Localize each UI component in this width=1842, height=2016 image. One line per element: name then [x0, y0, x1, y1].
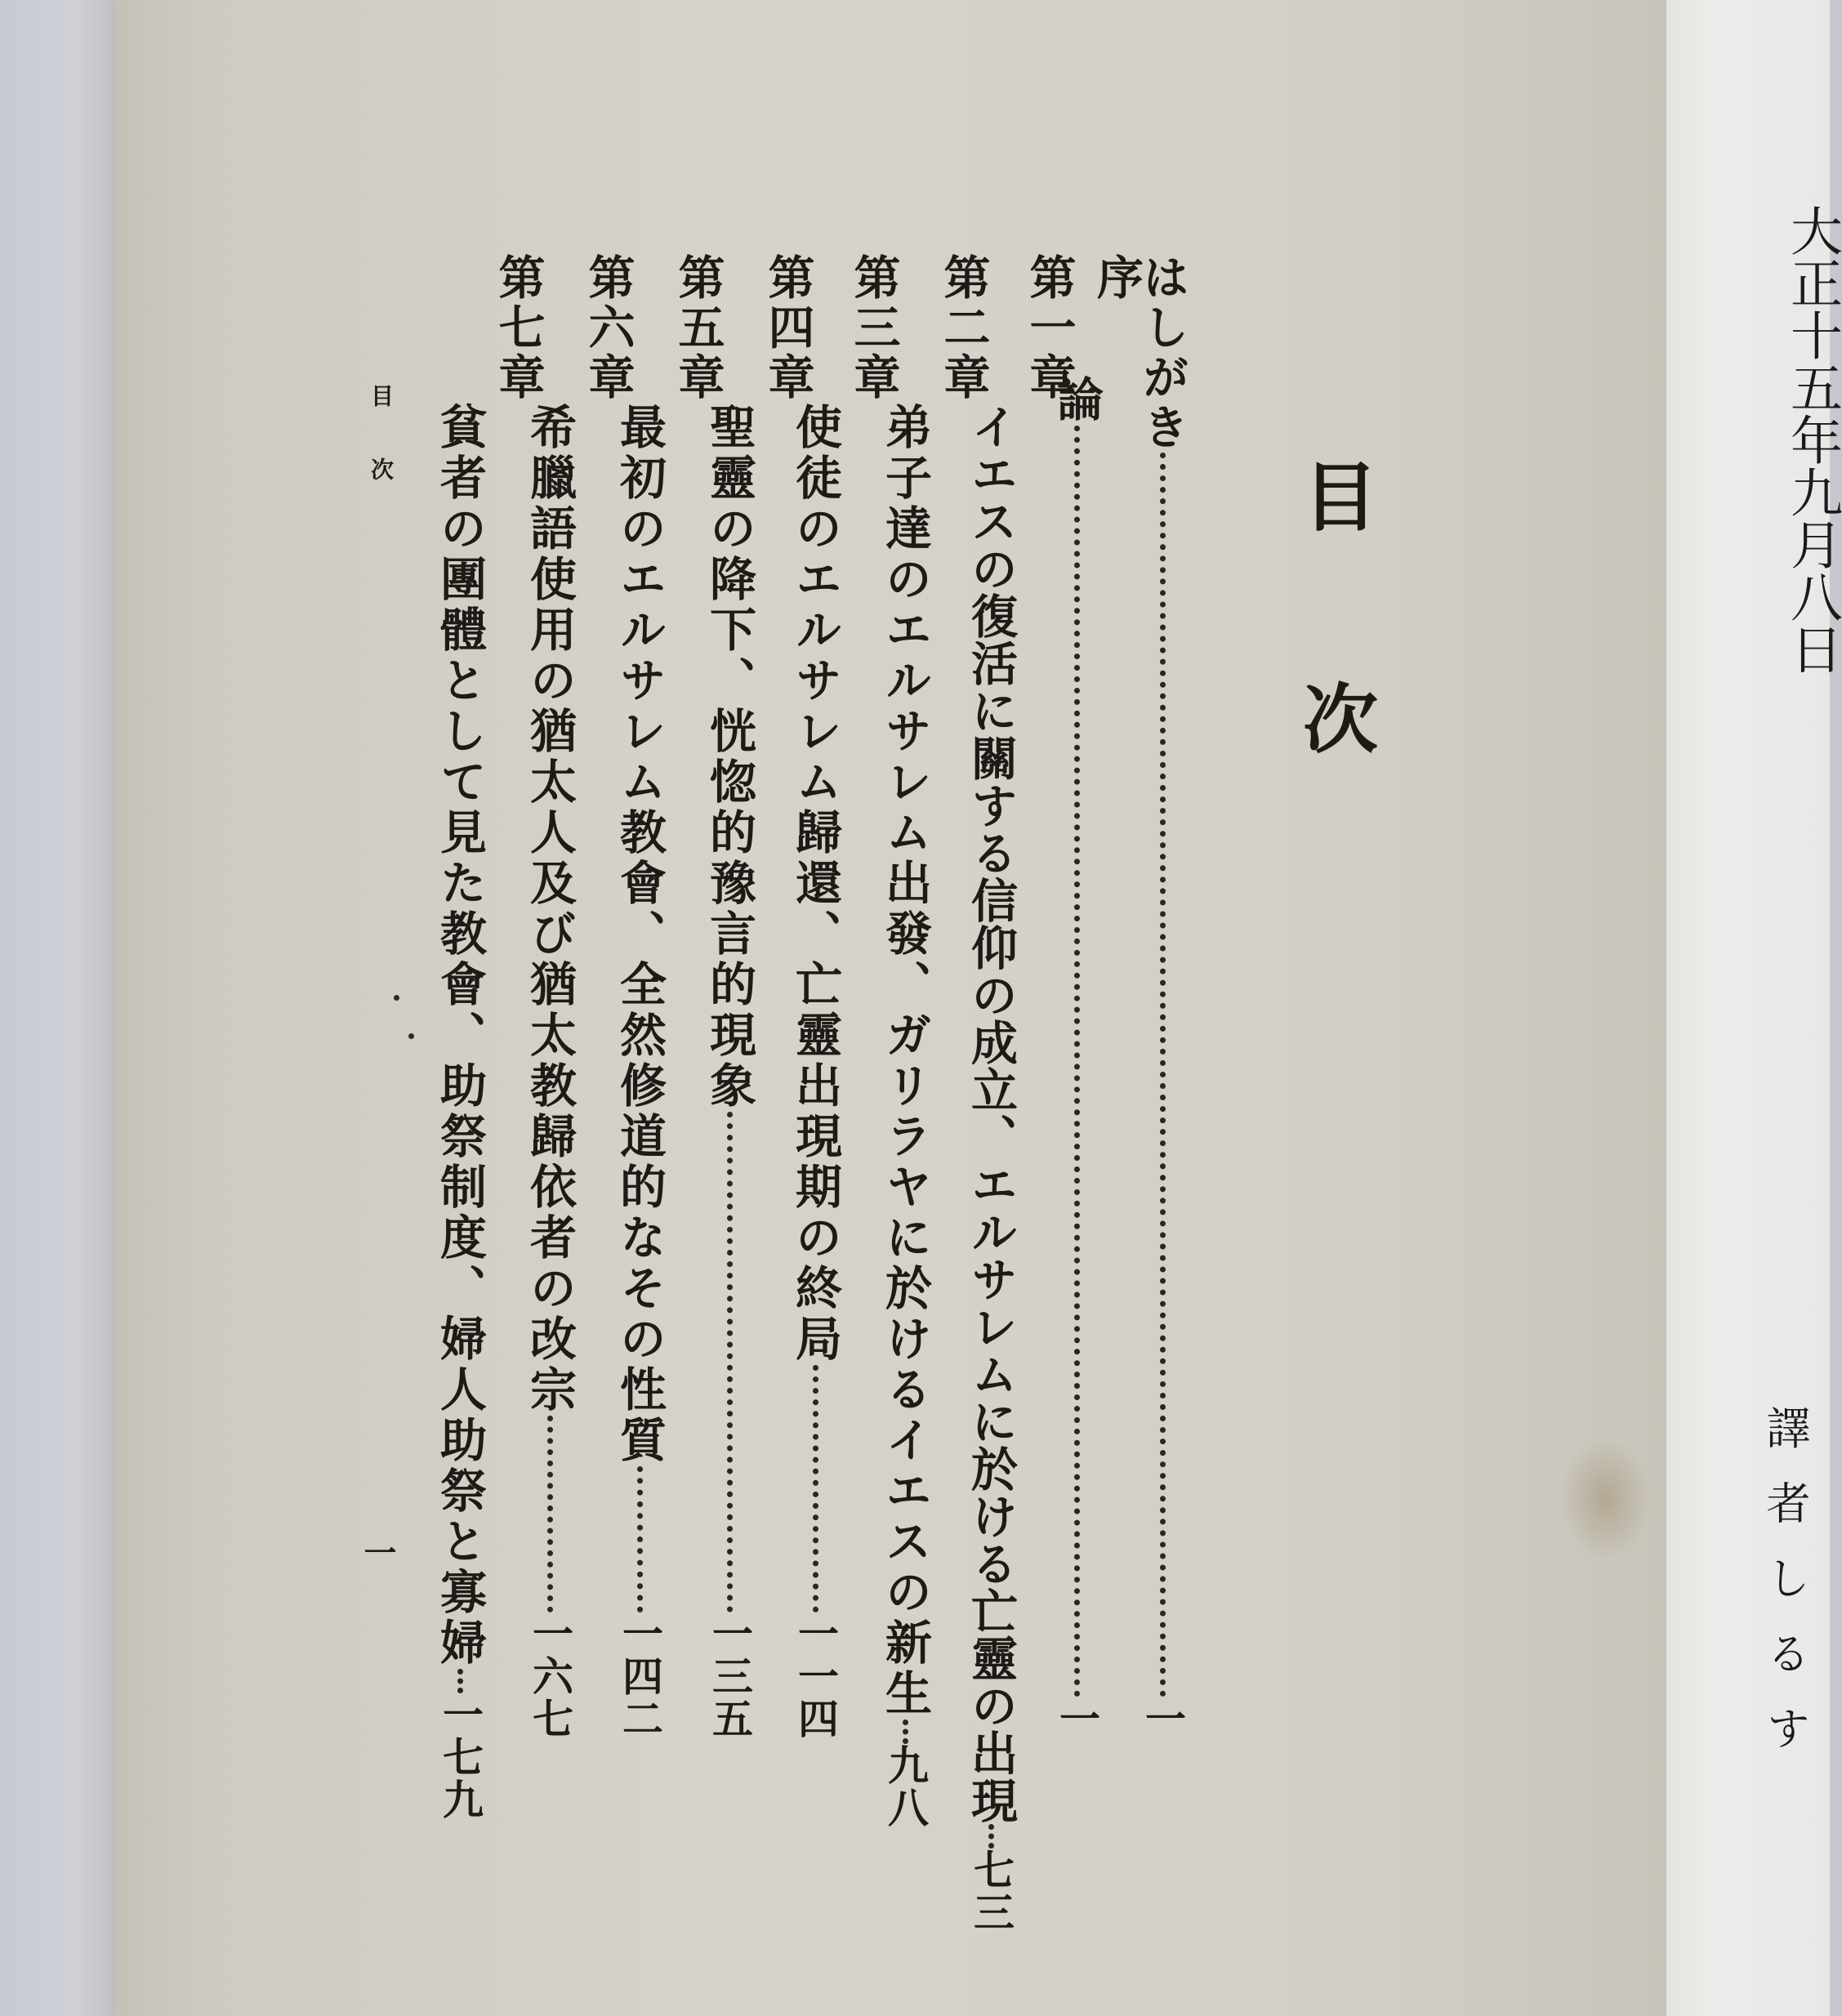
paper-stain — [1560, 1438, 1650, 1560]
toc-entry-text: 使徒のエルサレム歸還、亡靈出現期の終局 — [787, 403, 843, 1365]
toc-entry-text: 弟子達のエルサレム出發、ガリラヤに於けるイエスの新生 — [877, 403, 933, 1719]
toc-entry-page: 一七九 — [436, 1693, 484, 1821]
leader-dots — [903, 1719, 908, 1744]
ink-speck — [394, 995, 399, 1001]
toc-entry-label: はしがき — [1135, 253, 1190, 453]
toc-entry-page: 七三 — [967, 1849, 1015, 1933]
toc-entry-text: 論 — [1049, 375, 1104, 426]
page-number: 一 — [359, 1536, 397, 1568]
translator-signature: 譯者しるす — [1759, 1405, 1811, 1781]
leader-dots — [457, 1669, 463, 1693]
toc-entry-page: 一六七 — [526, 1612, 574, 1740]
ink-speck — [408, 1033, 414, 1039]
toc-title: 目次 — [1291, 457, 1379, 902]
toc-entry-text: 貧者の團體として見た教會、助祭制度、婦人助祭と寡婦 — [432, 403, 488, 1669]
toc-entry-label: 第七章 — [491, 253, 546, 403]
leader-dots — [1074, 426, 1080, 1697]
toc-entry-page: 一一四 — [792, 1612, 840, 1740]
toc-entry-text: 希臘語使用の猶太人及び猶太教歸依者の改宗 — [522, 403, 578, 1416]
toc-entry-page: 一 — [1139, 1697, 1187, 1740]
leader-dots — [727, 1112, 733, 1612]
toc-entry-label: 第六章 — [581, 253, 636, 403]
toc-entry-label: 第四章 — [760, 253, 815, 403]
leader-dots — [988, 1824, 994, 1849]
toc-entry-page: 一四二 — [616, 1612, 664, 1740]
toc-entry-chapter-5 — [612, 253, 725, 1740]
toc-entry-label: 第二章 — [936, 253, 991, 403]
toc-entry-label: 序 — [1089, 253, 1144, 375]
leader-dots — [813, 1365, 818, 1612]
toc-entry-label: 第五章 — [671, 253, 725, 403]
toc-entry-page: 一三五 — [706, 1612, 754, 1740]
toc-entry-label: 第一章 — [1022, 253, 1077, 403]
leader-dots — [1160, 453, 1166, 1697]
toc-entry-page: 一 — [1053, 1697, 1101, 1740]
leader-dots — [637, 1466, 643, 1612]
toc-entry-text: 最初のエルサレム教會、全然修道的なその性質 — [612, 403, 667, 1466]
toc-entry-chapter-6 — [522, 253, 636, 1740]
toc-entry-chapter-7 — [432, 253, 546, 1821]
leader-dots — [547, 1416, 553, 1612]
preface-date: 大正十五年九月八日 — [1782, 204, 1842, 675]
toc-entry-preface — [1135, 253, 1189, 1740]
toc-entry-label: 第三章 — [846, 253, 901, 403]
left-page-edge — [0, 0, 123, 2016]
toc-entry-page: 九八 — [881, 1744, 930, 1829]
running-head: 目次 — [368, 384, 395, 531]
toc-entry-text: 聖靈の降下、恍惚的豫言的現象 — [702, 403, 757, 1112]
toc-entry-text: イエスの復活に關する信仰の成立、エルサレムに於ける亡靈の出現 — [963, 403, 1019, 1824]
